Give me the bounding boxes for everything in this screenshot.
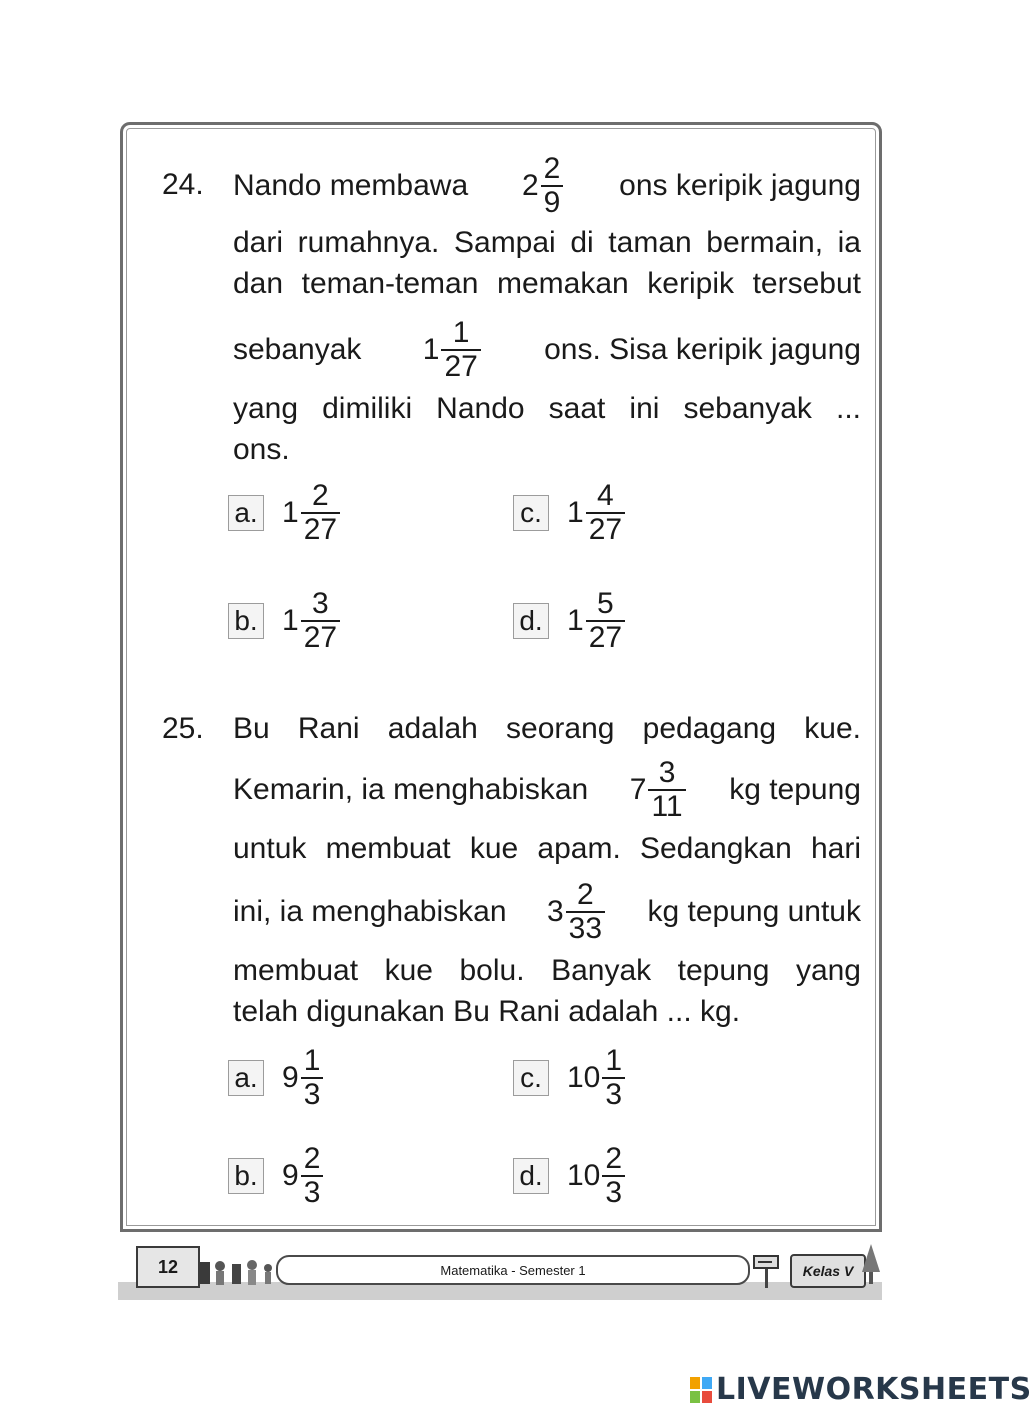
question-25-line-4 — [233, 872, 861, 952]
option-checkbox[interactable]: d. — [513, 603, 549, 639]
option-checkbox[interactable]: c. — [513, 495, 549, 531]
option-numerator: 1 — [303, 1044, 321, 1077]
q24-m2-numerator: 1 — [452, 316, 470, 349]
question-25-body-b — [233, 828, 861, 869]
page-number: 12 — [136, 1246, 200, 1288]
q25-option-d[interactable] — [513, 1143, 627, 1209]
option-numerator: 2 — [605, 1142, 623, 1175]
q24-option-b[interactable] — [228, 588, 342, 654]
q25-m1-denominator: 11 — [648, 789, 685, 823]
q24-m2-fraction — [441, 317, 480, 383]
option-numerator: 2 — [312, 479, 329, 512]
option-checkbox[interactable]: a. — [228, 1060, 264, 1096]
q24-m1-fraction — [541, 153, 564, 219]
option-whole: 10 — [567, 1159, 601, 1192]
option-whole: 1 — [282, 604, 299, 637]
option-denominator: 3 — [602, 1175, 625, 1209]
option-numerator: 5 — [597, 587, 614, 620]
option-denominator: 3 — [301, 1175, 324, 1209]
option-denominator: 3 — [602, 1077, 625, 1111]
q24-m1-whole: 2 — [521, 169, 539, 202]
question-25-line-2 — [233, 750, 861, 830]
q24-option-c[interactable] — [513, 480, 627, 546]
q25-m1-whole: 7 — [629, 773, 647, 806]
q24-text-4-pre: sebanyak — [233, 333, 362, 366]
class-badge: Kelas V — [790, 1254, 866, 1288]
option-whole: 9 — [282, 1159, 299, 1192]
q24-m2-whole: 1 — [422, 333, 440, 366]
q25-mixed-fraction-1 — [630, 757, 688, 823]
q24-text-4-post: ons. Sisa keripik jagung — [544, 333, 861, 366]
page-footer — [118, 1240, 882, 1302]
school-children-icon — [198, 1250, 278, 1290]
footer-subject: Matematika - Semester 1 — [276, 1255, 750, 1285]
q24-text-1-pre: Nando membawa — [233, 169, 469, 202]
question-24-line-4 — [233, 310, 861, 390]
q24-m2-denominator: 27 — [441, 349, 480, 383]
q25-text-3: untuk membuat kue apam. Sedangkan hari — [233, 832, 861, 865]
liveworksheets-brand — [690, 1372, 1032, 1407]
question-25-number: 25. — [162, 712, 204, 745]
option-numerator: 4 — [597, 479, 614, 512]
option-checkbox[interactable]: b. — [228, 1158, 264, 1194]
question-24-body-a — [233, 222, 861, 304]
option-checkbox[interactable]: d. — [513, 1158, 549, 1194]
q25-text-2-post: kg tepung — [729, 773, 861, 806]
question-24-number: 24. — [162, 168, 204, 201]
option-denominator: 27 — [586, 512, 625, 546]
question-24-line-1 — [233, 146, 861, 226]
q25-m2-numerator: 2 — [577, 878, 594, 911]
question-25-body-c — [233, 950, 861, 1032]
q25-m2-fraction — [566, 879, 605, 945]
signpost-icon — [752, 1252, 782, 1288]
option-denominator: 27 — [301, 512, 340, 546]
q24-m1-numerator: 2 — [543, 152, 561, 185]
q25-option-c[interactable] — [513, 1045, 627, 1111]
option-checkbox[interactable]: c. — [513, 1060, 549, 1096]
q25-text-6: telah digunakan Bu Rani adalah ... kg. — [233, 995, 741, 1028]
q24-text-2: dari rumahnya. Sampai di taman bermain, ia — [233, 226, 861, 259]
option-denominator: 3 — [301, 1077, 324, 1111]
option-whole: 1 — [282, 496, 299, 529]
q24-option-a[interactable] — [228, 480, 342, 546]
option-whole: 1 — [567, 496, 584, 529]
tree-icon — [860, 1242, 882, 1286]
q25-option-a[interactable] — [228, 1045, 325, 1111]
q25-m1-numerator: 3 — [658, 756, 676, 789]
q25-text-2-pre: Kemarin, ia menghabiskan — [233, 773, 589, 806]
option-numerator: 3 — [312, 587, 329, 620]
option-checkbox[interactable]: a. — [228, 495, 264, 531]
q25-text-4-pre: ini, ia menghabiskan — [233, 895, 507, 928]
q25-text-5: membuat kue bolu. Banyak tepung yang — [233, 954, 861, 987]
q25-m2-whole: 3 — [546, 895, 564, 928]
q25-option-b[interactable] — [228, 1143, 325, 1209]
q25-mixed-fraction-2 — [547, 879, 607, 945]
q24-text-3: dan teman-teman memakan keripik tersebut — [233, 267, 861, 300]
q25-m2-denominator: 33 — [566, 911, 605, 945]
q24-mixed-fraction-2 — [423, 317, 483, 383]
q24-text-6: ons. — [233, 433, 290, 466]
q24-text-1-post: ons keripik jagung — [619, 169, 861, 202]
question-25-body-a — [233, 708, 861, 749]
q24-m1-denominator: 9 — [541, 185, 564, 219]
brand-text: LIVEWORKSHEETS — [716, 1372, 1032, 1407]
q24-mixed-fraction-1 — [522, 153, 565, 219]
q25-text-4-post: kg tepung untuk — [647, 895, 861, 928]
option-whole: 9 — [282, 1061, 299, 1094]
q24-option-d[interactable] — [513, 588, 627, 654]
option-whole: 10 — [567, 1061, 601, 1094]
option-numerator: 2 — [303, 1142, 321, 1175]
option-numerator: 1 — [605, 1044, 623, 1077]
q25-m1-fraction — [648, 757, 685, 823]
liveworksheets-logo-icon — [690, 1377, 712, 1403]
option-denominator: 27 — [301, 620, 340, 654]
option-checkbox[interactable]: b. — [228, 603, 264, 639]
option-whole: 1 — [567, 604, 584, 637]
q25-text-1: Bu Rani adalah seorang pedagang kue. — [233, 712, 861, 745]
q24-text-5: yang dimiliki Nando saat ini sebanyak ... — [233, 392, 861, 425]
question-24-body-b — [233, 388, 861, 470]
option-denominator: 27 — [586, 620, 625, 654]
